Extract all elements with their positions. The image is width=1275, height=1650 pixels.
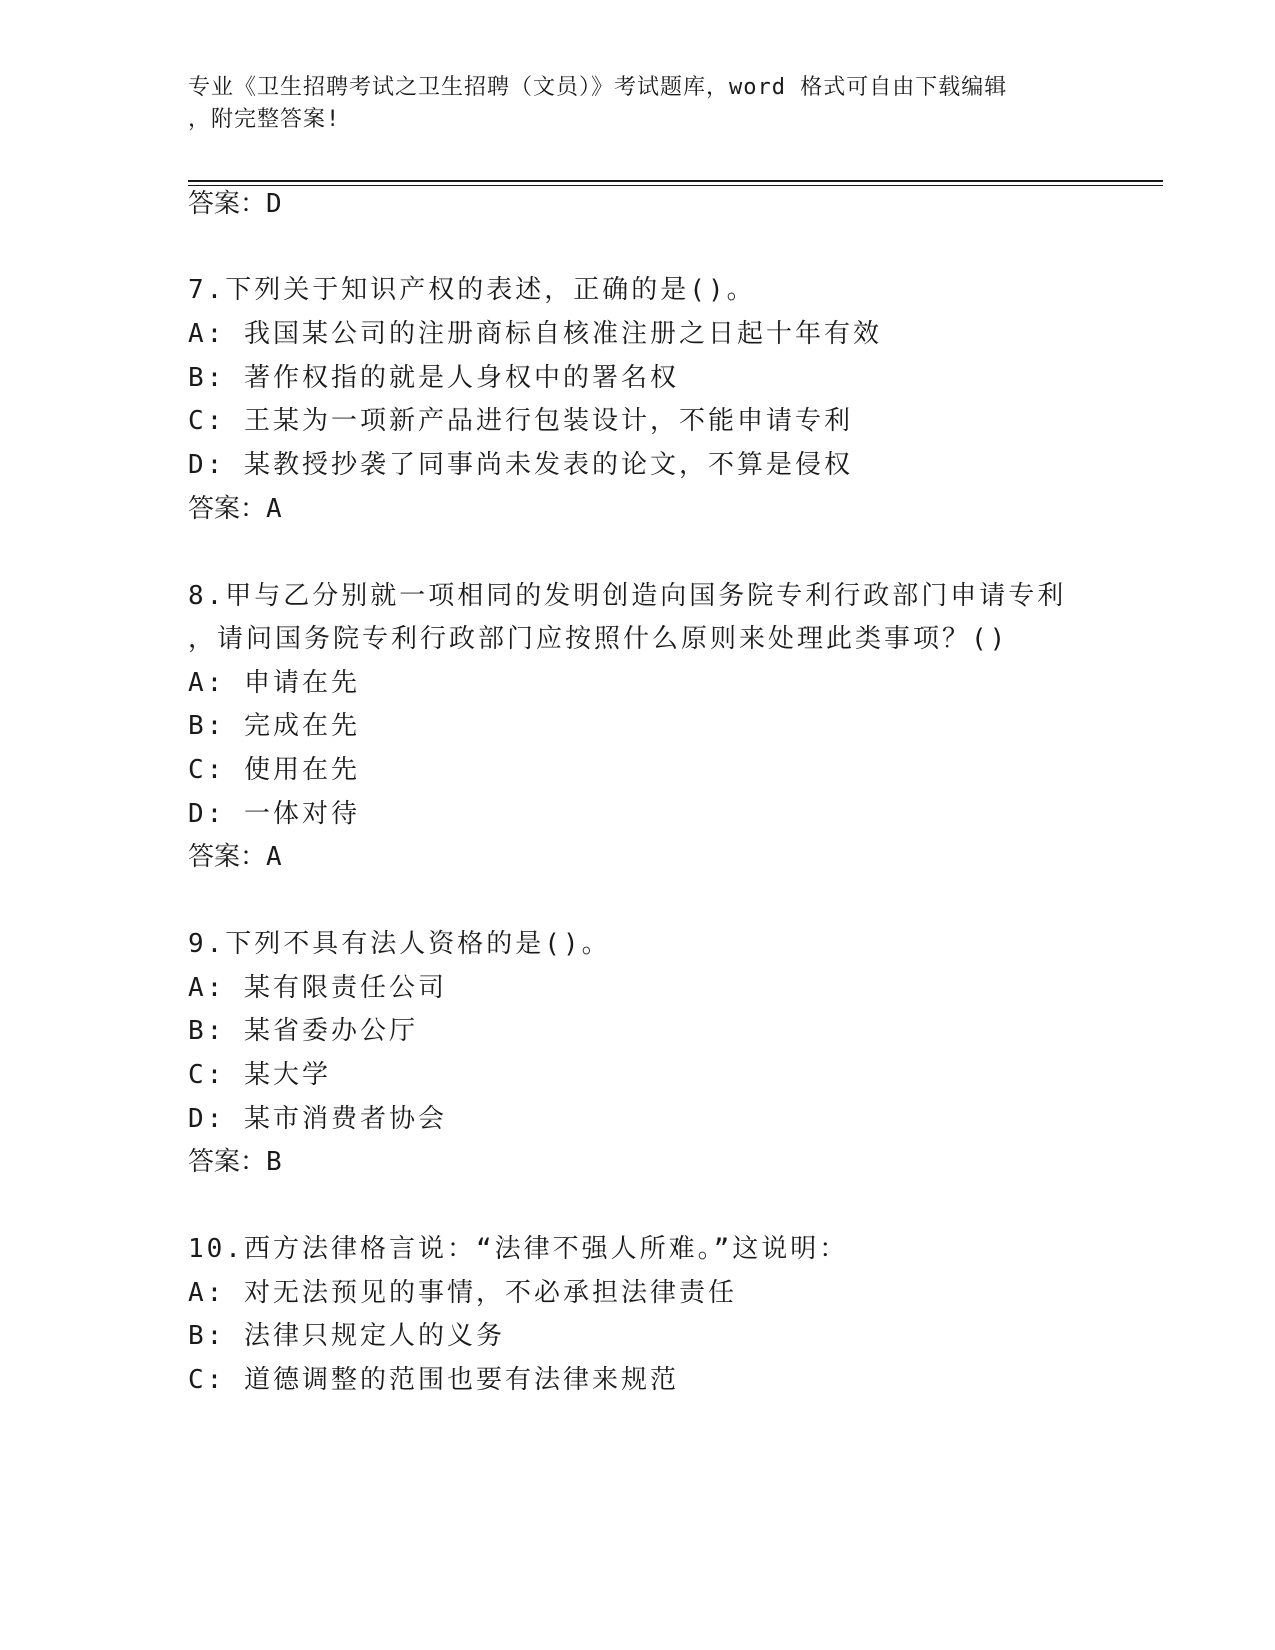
header-line-1: 专业《卫生招聘考试之卫生招聘（文员）》考试题库，word 格式可自由下载编辑 xyxy=(188,75,1008,100)
question-7-option-d: D: 某教授抄袭了同事尚未发表的论文，不算是侵权 xyxy=(188,450,853,480)
question-10-option-c: C: 道德调整的范围也要有法律来规范 xyxy=(188,1365,679,1395)
question-9-stem: 9.下列不具有法人资格的是()。 xyxy=(188,929,611,959)
question-8-option-d: D: 一体对待 xyxy=(188,799,360,829)
question-8-option-a: A: 申请在先 xyxy=(188,668,360,698)
question-7-option-a: A: 我国某公司的注册商标自核准注册之日起十年有效 xyxy=(188,319,882,349)
header-rule-thin xyxy=(188,185,1163,186)
question-7-option-c: C: 王某为一项新产品进行包装设计，不能申请专利 xyxy=(188,406,853,436)
header-line-2: ，附完整答案! xyxy=(188,107,341,132)
header-rule-thick xyxy=(188,180,1163,182)
question-9-answer: 答案：B xyxy=(188,1147,282,1177)
question-9-option-b: B: 某省委办公厅 xyxy=(188,1016,418,1046)
question-8-option-c: C: 使用在先 xyxy=(188,755,360,785)
question-10-option-b: B: 法律只规定人的义务 xyxy=(188,1321,505,1351)
question-8-stem-line-2: ，请问国务院专利行政部门应按照什么原则来处理此类事项？() xyxy=(188,624,1009,654)
question-7-option-b: B: 著作权指的就是人身权中的署名权 xyxy=(188,363,679,393)
question-9-option-c: C: 某大学 xyxy=(188,1060,331,1090)
question-7-answer: 答案：A xyxy=(188,494,282,524)
page-header xyxy=(188,72,1088,136)
question-10-stem: 10.西方法律格言说：“法律不强人所难。”这说明： xyxy=(188,1234,849,1264)
question-7-stem: 7.下列关于知识产权的表述，正确的是()。 xyxy=(188,275,756,305)
question-8-answer: 答案：A xyxy=(188,842,282,872)
question-10-option-a: A: 对无法预见的事情，不必承担法律责任 xyxy=(188,1278,737,1308)
question-8-option-b: B: 完成在先 xyxy=(188,711,360,741)
question-8-stem-line-1: 8.甲与乙分别就一项相同的发明创造向国务院专利行政部门申请专利 xyxy=(188,581,1067,611)
previous-answer: 答案：D xyxy=(188,189,282,219)
question-9-option-d: D: 某市消费者协会 xyxy=(188,1104,447,1134)
question-9-option-a: A: 某有限责任公司 xyxy=(188,973,447,1003)
